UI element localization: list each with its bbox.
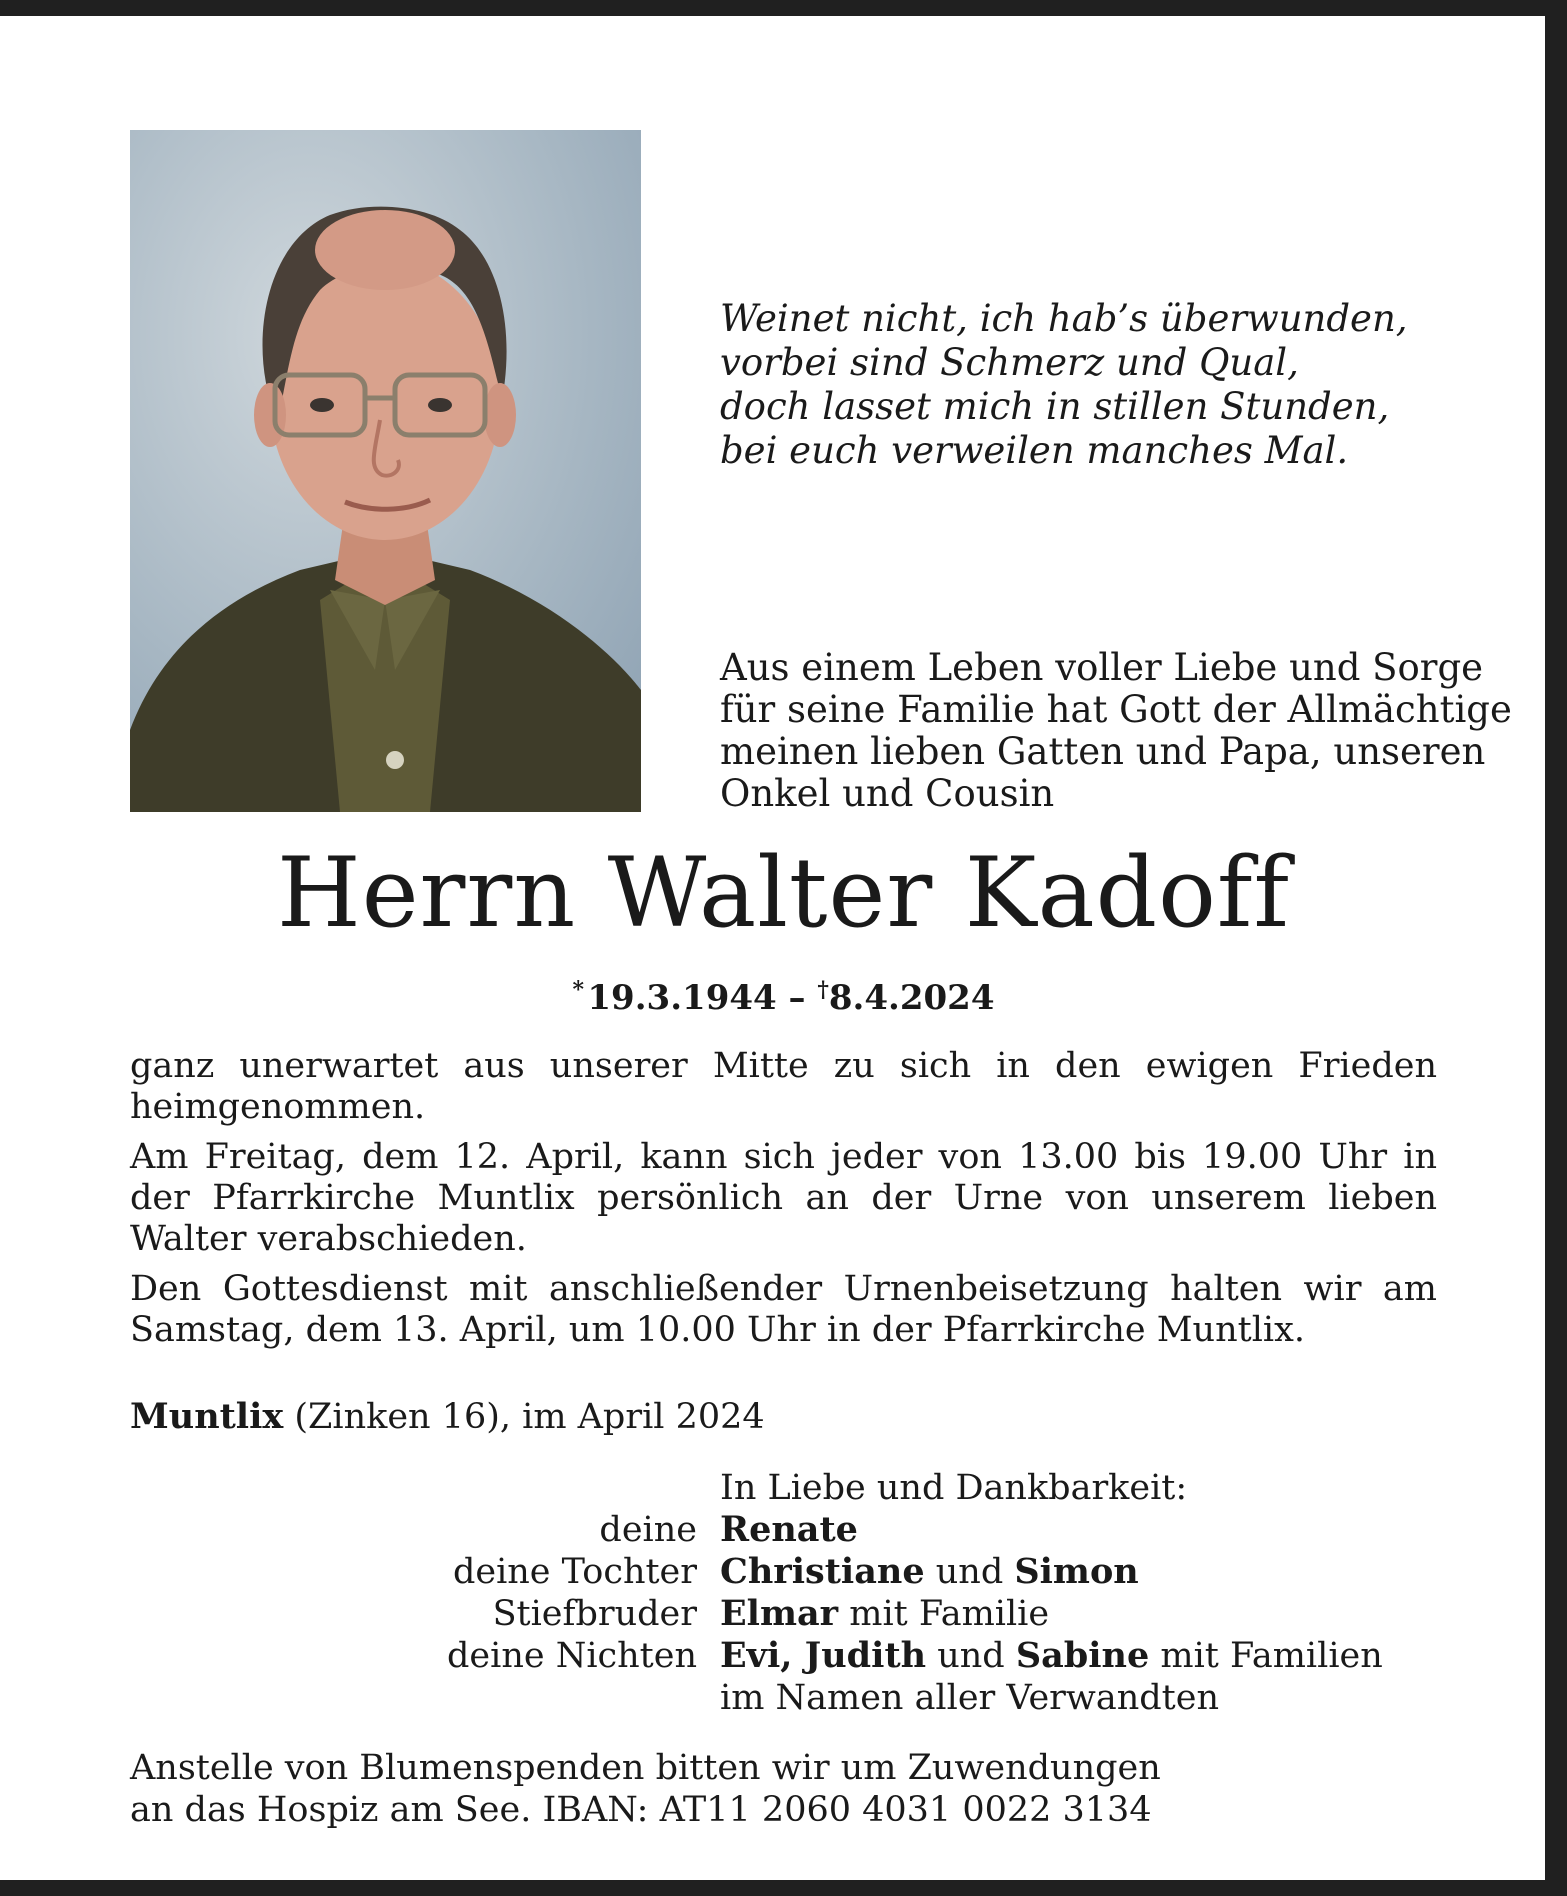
mourner-connector: und — [926, 1636, 1016, 1676]
mourner-relation: deine Tochter — [452, 1552, 697, 1592]
footer-line: an das Hospiz am See. IBAN: AT11 2060 4031 0022 3134 — [130, 1790, 1152, 1830]
portrait-photo — [130, 130, 641, 812]
mourner-name: Sabine — [1015, 1635, 1150, 1676]
intro-text — [720, 647, 1512, 815]
mourner-name: Renate — [720, 1509, 858, 1550]
paragraph: Den Gottesdienst mit anschließender Urnenbeisetzung halten wir am Samstag, dem 13. April, um 10.00 Uhr in der Pfarrkirche Muntlix. — [130, 1269, 1437, 1350]
mourner-relation: deine — [599, 1510, 697, 1550]
place-details: (Zinken 16), im April 2024 — [294, 1397, 765, 1437]
deceased-name: Herrn Walter Kadoff — [277, 837, 1290, 949]
intro-line: Onkel und Cousin — [720, 772, 1055, 815]
mourner-names — [720, 1551, 1139, 1593]
mourner-names — [720, 1509, 858, 1551]
place-town: Muntlix — [130, 1396, 284, 1437]
intro-line: für seine Familie hat Gott der Allmächtige — [720, 688, 1512, 731]
mourner-connector: mit Familien — [1149, 1636, 1383, 1676]
mourner-connector: im Namen aller Verwandten — [720, 1678, 1219, 1718]
signature-heading: In Liebe und Dankbarkeit: — [720, 1468, 1188, 1508]
poem — [720, 297, 1408, 473]
place-date-line — [130, 1396, 765, 1438]
paragraph: Am Freitag, dem 12. April, kann sich jeder von 13.00 bis 19.00 Uhr in der Pfarrkirche Muntlix persönlich an der Urne von unserem lieben Walter verabschieden. — [130, 1137, 1437, 1259]
intro-line: Aus einem Leben voller Liebe und Sorge — [720, 646, 1484, 689]
poem-line: Weinet nicht, ich hab’s überwunden, — [720, 297, 1408, 340]
mourner-name: Elmar — [720, 1593, 839, 1634]
mourner-connector: mit Familie — [838, 1594, 1050, 1634]
mourner-name: Evi, Judith — [720, 1635, 927, 1676]
death-symbol: † — [817, 977, 829, 1003]
death-date: 8.4.2024 — [828, 978, 995, 1018]
intro-line: meinen lieben Gatten und Papa, unseren — [720, 730, 1486, 773]
mourner-row — [0, 1635, 1567, 1677]
birth-date: 19.3.1944 — [587, 978, 777, 1018]
poem-line: doch lasset mich in stillen Stunden, — [720, 385, 1390, 428]
mourner-relation: deine Nichten — [447, 1636, 697, 1676]
announcement-body — [130, 1046, 1437, 1360]
mourner-row — [0, 1509, 1567, 1551]
mourner-row — [0, 1551, 1567, 1593]
mourner-names — [720, 1593, 1049, 1635]
poem-line: bei euch verweilen manches Mal. — [720, 429, 1349, 472]
portrait-icon — [130, 130, 641, 812]
mourner-names — [720, 1635, 1383, 1677]
mourner-row — [0, 1593, 1567, 1635]
life-dates — [0, 968, 1567, 1020]
poem-line: vorbei sind Schmerz und Qual, — [720, 341, 1299, 384]
birth-symbol: * — [572, 977, 584, 1003]
mourner-name: Christiane — [720, 1551, 925, 1592]
mourner-row — [0, 1677, 1567, 1719]
date-separator: – — [788, 978, 806, 1018]
footer-line: Anstelle von Blumenspenden bitten wir um Zuwendungen — [130, 1748, 1161, 1788]
mourner-relation: Stiefbruder — [492, 1594, 697, 1634]
mourner-name: Simon — [1014, 1551, 1139, 1592]
mourner-names — [720, 1677, 1219, 1719]
mourner-connector: und — [924, 1552, 1015, 1592]
paragraph: ganz unerwartet aus unserer Mitte zu sich in den ewigen Frieden heimgenommen. — [130, 1046, 1437, 1127]
donation-note — [130, 1747, 1161, 1831]
